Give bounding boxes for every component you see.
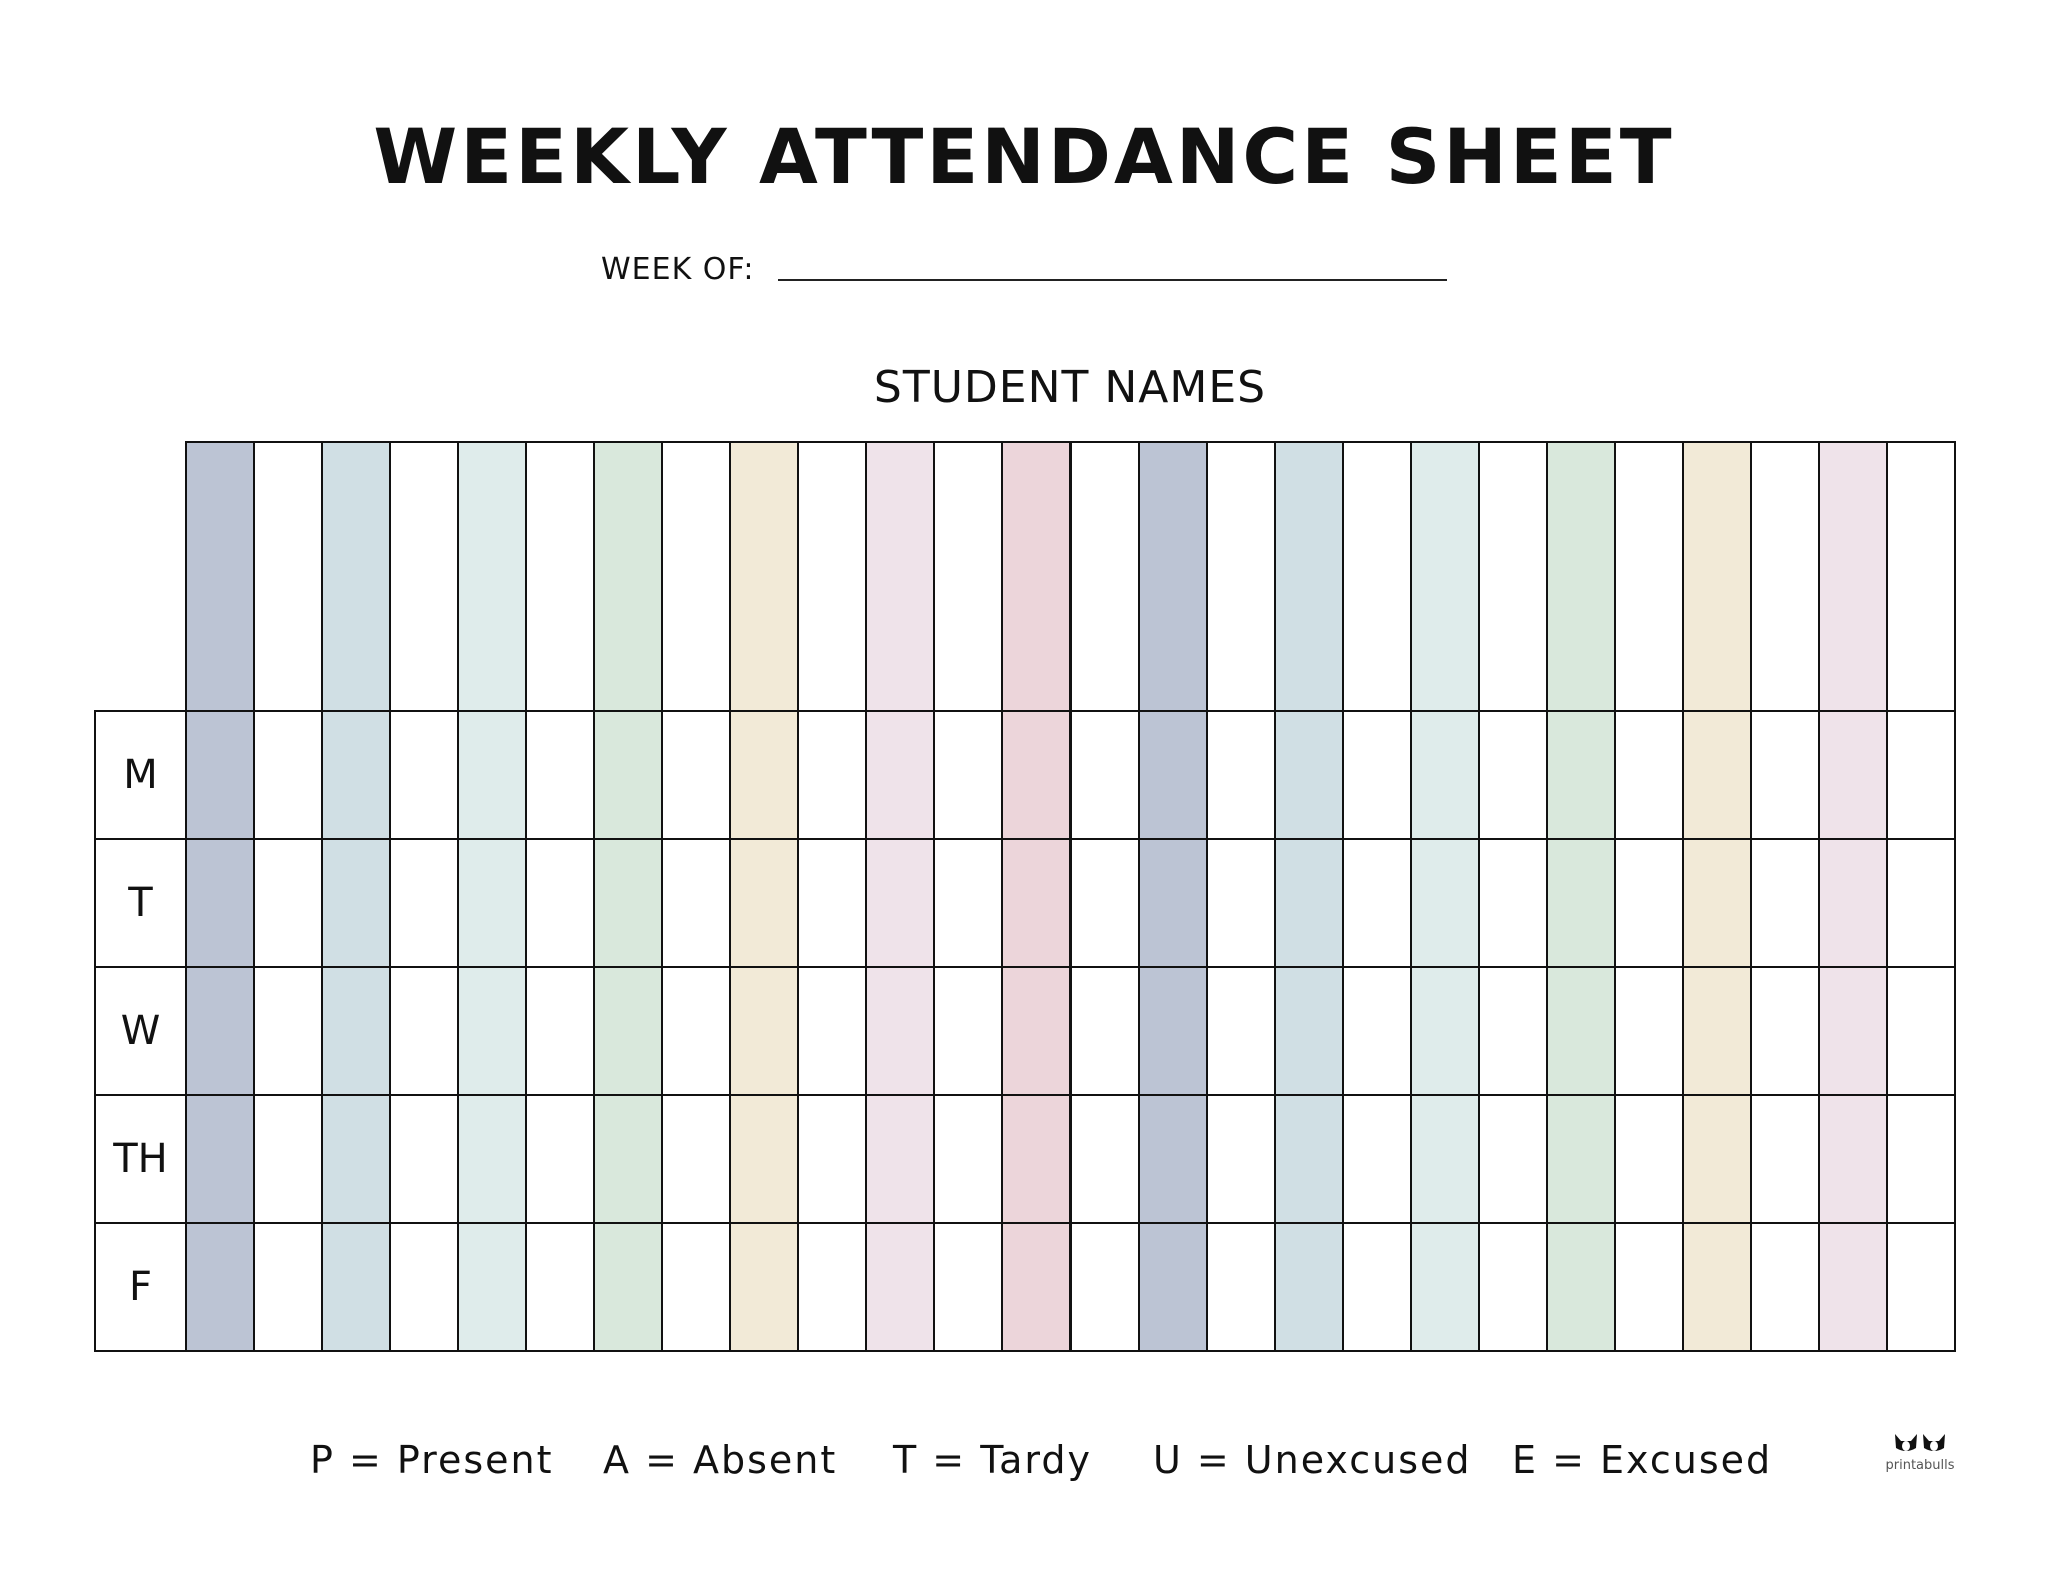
- attendance-cell[interactable]: [253, 1094, 323, 1224]
- attendance-cell[interactable]: [661, 838, 731, 968]
- attendance-cell[interactable]: [933, 966, 1003, 1096]
- attendance-cell[interactable]: [1818, 1222, 1888, 1352]
- attendance-cell[interactable]: [1478, 1094, 1548, 1224]
- student-name-cell[interactable]: [389, 441, 459, 712]
- attendance-cell[interactable]: [1001, 1222, 1071, 1352]
- bulldog-icon: [1892, 1432, 1948, 1454]
- attendance-cell[interactable]: [525, 1222, 595, 1352]
- attendance-cell[interactable]: [1138, 966, 1208, 1096]
- legend-present: P = Present: [310, 1438, 554, 1482]
- attendance-cell[interactable]: [1614, 838, 1684, 968]
- attendance-cell[interactable]: [1886, 1222, 1956, 1352]
- attendance-cell[interactable]: [1206, 838, 1276, 968]
- attendance-cell[interactable]: [525, 838, 595, 968]
- student-name-cell[interactable]: [1274, 441, 1344, 712]
- legend-unexcused: U = Unexcused: [1153, 1438, 1472, 1482]
- student-names-heading: STUDENT NAMES: [873, 362, 1267, 413]
- attendance-cell[interactable]: [933, 1222, 1003, 1352]
- student-name-cell[interactable]: [1410, 441, 1480, 712]
- attendance-cell[interactable]: [185, 1222, 255, 1352]
- student-name-cell[interactable]: [1886, 441, 1956, 712]
- attendance-cell[interactable]: [797, 1094, 867, 1224]
- attendance-cell[interactable]: [1886, 838, 1956, 968]
- attendance-cell[interactable]: [1818, 838, 1888, 968]
- attendance-cell[interactable]: [593, 1094, 663, 1224]
- attendance-cell[interactable]: [1546, 966, 1616, 1096]
- attendance-cell[interactable]: [1750, 1222, 1820, 1352]
- student-name-cell[interactable]: [1478, 441, 1548, 712]
- student-name-cell[interactable]: [1750, 441, 1820, 712]
- attendance-cell[interactable]: [1478, 838, 1548, 968]
- printabulls-logo: [1880, 1432, 1960, 1473]
- attendance-cell[interactable]: [1070, 966, 1140, 1096]
- attendance-cell[interactable]: [1614, 710, 1684, 840]
- attendance-cell[interactable]: [729, 966, 799, 1096]
- attendance-cell[interactable]: [865, 966, 935, 1096]
- attendance-cell[interactable]: [1342, 966, 1412, 1096]
- attendance-cell[interactable]: [797, 838, 867, 968]
- attendance-cell[interactable]: [865, 1094, 935, 1224]
- attendance-cell[interactable]: [933, 710, 1003, 840]
- day-label: TH: [94, 1094, 187, 1224]
- attendance-cell[interactable]: [865, 838, 935, 968]
- attendance-cell[interactable]: [1818, 1094, 1888, 1224]
- attendance-cell[interactable]: [1138, 838, 1208, 968]
- attendance-cell[interactable]: [1274, 1094, 1344, 1224]
- attendance-cell[interactable]: [1682, 838, 1752, 968]
- attendance-cell[interactable]: [321, 710, 391, 840]
- attendance-cell[interactable]: [321, 838, 391, 968]
- attendance-cell[interactable]: [1614, 1094, 1684, 1224]
- page-title: WEEKLY ATTENDANCE SHEET: [373, 112, 1675, 201]
- attendance-cell[interactable]: [1682, 966, 1752, 1096]
- attendance-cell[interactable]: [729, 838, 799, 968]
- attendance-cell[interactable]: [1750, 1094, 1820, 1224]
- day-label: M: [94, 710, 187, 840]
- student-name-cell[interactable]: [933, 441, 1003, 712]
- attendance-cell[interactable]: [457, 838, 527, 968]
- attendance-cell[interactable]: [1750, 710, 1820, 840]
- attendance-cell[interactable]: [1546, 1222, 1616, 1352]
- attendance-cell[interactable]: [1682, 710, 1752, 840]
- attendance-cell[interactable]: [1478, 1222, 1548, 1352]
- attendance-cell[interactable]: [1818, 710, 1888, 840]
- attendance-cell[interactable]: [321, 1222, 391, 1352]
- student-name-cell[interactable]: [661, 441, 731, 712]
- attendance-cell[interactable]: [933, 1094, 1003, 1224]
- attendance-cell[interactable]: [253, 710, 323, 840]
- attendance-cell[interactable]: [185, 966, 255, 1096]
- attendance-cell[interactable]: [1001, 966, 1071, 1096]
- attendance-cell[interactable]: [253, 1222, 323, 1352]
- attendance-cell[interactable]: [1886, 1094, 1956, 1224]
- attendance-cell[interactable]: [1478, 966, 1548, 1096]
- attendance-cell[interactable]: [1342, 710, 1412, 840]
- attendance-cell[interactable]: [797, 966, 867, 1096]
- attendance-cell[interactable]: [185, 1094, 255, 1224]
- attendance-cell[interactable]: [1546, 838, 1616, 968]
- attendance-cell[interactable]: [525, 710, 595, 840]
- student-name-cell[interactable]: [1342, 441, 1412, 712]
- student-name-cell[interactable]: [1070, 441, 1140, 712]
- day-label: F: [94, 1222, 187, 1352]
- attendance-cell[interactable]: [525, 966, 595, 1096]
- attendance-cell[interactable]: [1070, 1094, 1140, 1224]
- attendance-cell[interactable]: [1614, 966, 1684, 1096]
- student-name-cell[interactable]: [1682, 441, 1752, 712]
- attendance-cell[interactable]: [1546, 710, 1616, 840]
- attendance-cell[interactable]: [457, 710, 527, 840]
- attendance-cell[interactable]: [1750, 838, 1820, 968]
- attendance-cell[interactable]: [1410, 1222, 1480, 1352]
- attendance-cell[interactable]: [1886, 710, 1956, 840]
- attendance-cell[interactable]: [933, 838, 1003, 968]
- student-name-cell[interactable]: [457, 441, 527, 712]
- student-name-cell[interactable]: [1614, 441, 1684, 712]
- attendance-cell[interactable]: [185, 838, 255, 968]
- attendance-cell[interactable]: [1886, 966, 1956, 1096]
- attendance-cell[interactable]: [661, 1222, 731, 1352]
- attendance-cell[interactable]: [389, 1222, 459, 1352]
- attendance-cell[interactable]: [1001, 1094, 1071, 1224]
- attendance-cell[interactable]: [865, 710, 935, 840]
- attendance-cell[interactable]: [1750, 966, 1820, 1096]
- student-name-cell[interactable]: [1001, 441, 1071, 712]
- legend-tardy: T = Tardy: [893, 1438, 1092, 1482]
- attendance-cell[interactable]: [593, 966, 663, 1096]
- attendance-cell[interactable]: [1478, 710, 1548, 840]
- attendance-cell[interactable]: [1342, 838, 1412, 968]
- attendance-cell[interactable]: [593, 1222, 663, 1352]
- student-name-cell[interactable]: [1818, 441, 1888, 712]
- attendance-cell[interactable]: [797, 1222, 867, 1352]
- day-label: W: [94, 966, 187, 1096]
- attendance-cell[interactable]: [321, 1094, 391, 1224]
- attendance-cell[interactable]: [661, 966, 731, 1096]
- attendance-cell[interactable]: [185, 710, 255, 840]
- attendance-cell[interactable]: [1274, 966, 1344, 1096]
- student-name-cell[interactable]: [1138, 441, 1208, 712]
- attendance-cell[interactable]: [1410, 710, 1480, 840]
- student-name-cell[interactable]: [1546, 441, 1616, 712]
- attendance-cell[interactable]: [1001, 710, 1071, 840]
- student-name-cell[interactable]: [185, 441, 255, 712]
- attendance-cell[interactable]: [1342, 1094, 1412, 1224]
- attendance-cell[interactable]: [1206, 710, 1276, 840]
- attendance-cell[interactable]: [525, 1094, 595, 1224]
- attendance-cell[interactable]: [321, 966, 391, 1096]
- attendance-cell[interactable]: [457, 1222, 527, 1352]
- attendance-cell[interactable]: [1138, 1222, 1208, 1352]
- student-name-cell[interactable]: [253, 441, 323, 712]
- attendance-cell[interactable]: [253, 838, 323, 968]
- attendance-cell[interactable]: [729, 1222, 799, 1352]
- attendance-cell[interactable]: [389, 1094, 459, 1224]
- attendance-cell[interactable]: [1682, 1222, 1752, 1352]
- week-of-field[interactable]: [778, 279, 1447, 281]
- attendance-cell[interactable]: [1546, 1094, 1616, 1224]
- attendance-cell[interactable]: [1001, 838, 1071, 968]
- attendance-cell[interactable]: [1274, 838, 1344, 968]
- attendance-cell[interactable]: [1070, 710, 1140, 840]
- attendance-cell[interactable]: [457, 1094, 527, 1224]
- student-name-cell[interactable]: [593, 441, 663, 712]
- attendance-cell[interactable]: [1274, 1222, 1344, 1352]
- attendance-cell[interactable]: [797, 710, 867, 840]
- attendance-cell[interactable]: [593, 710, 663, 840]
- student-name-cell[interactable]: [865, 441, 935, 712]
- day-label: T: [94, 838, 187, 968]
- attendance-cell[interactable]: [729, 710, 799, 840]
- student-name-cell[interactable]: [729, 441, 799, 712]
- attendance-cell[interactable]: [865, 1222, 935, 1352]
- attendance-cell[interactable]: [593, 838, 663, 968]
- attendance-cell[interactable]: [389, 710, 459, 840]
- attendance-cell[interactable]: [1682, 1094, 1752, 1224]
- attendance-cell[interactable]: [1206, 1094, 1276, 1224]
- attendance-cell[interactable]: [1138, 710, 1208, 840]
- legend-absent: A = Absent: [603, 1438, 838, 1482]
- attendance-cell[interactable]: [1342, 1222, 1412, 1352]
- attendance-cell[interactable]: [1070, 838, 1140, 968]
- attendance-cell[interactable]: [1070, 1222, 1140, 1352]
- attendance-cell[interactable]: [729, 1094, 799, 1224]
- attendance-cell[interactable]: [1818, 966, 1888, 1096]
- attendance-cell[interactable]: [389, 966, 459, 1096]
- attendance-cell[interactable]: [1614, 1222, 1684, 1352]
- attendance-cell[interactable]: [389, 838, 459, 968]
- attendance-cell[interactable]: [1206, 1222, 1276, 1352]
- attendance-cell[interactable]: [661, 710, 731, 840]
- week-of-label: WEEK OF:: [601, 252, 755, 287]
- attendance-cell[interactable]: [661, 1094, 731, 1224]
- student-name-cell[interactable]: [525, 441, 595, 712]
- student-name-cell[interactable]: [1206, 441, 1276, 712]
- attendance-cell[interactable]: [1410, 838, 1480, 968]
- logo-text: printabulls: [1885, 1458, 1955, 1473]
- attendance-cell[interactable]: [1274, 710, 1344, 840]
- legend-excused: E = Excused: [1512, 1438, 1773, 1482]
- attendance-cell[interactable]: [457, 966, 527, 1096]
- attendance-cell[interactable]: [1206, 966, 1276, 1096]
- attendance-cell[interactable]: [1410, 966, 1480, 1096]
- attendance-cell[interactable]: [1138, 1094, 1208, 1224]
- attendance-cell[interactable]: [253, 966, 323, 1096]
- student-name-cell[interactable]: [321, 441, 391, 712]
- attendance-cell[interactable]: [1410, 1094, 1480, 1224]
- student-name-cell[interactable]: [797, 441, 867, 712]
